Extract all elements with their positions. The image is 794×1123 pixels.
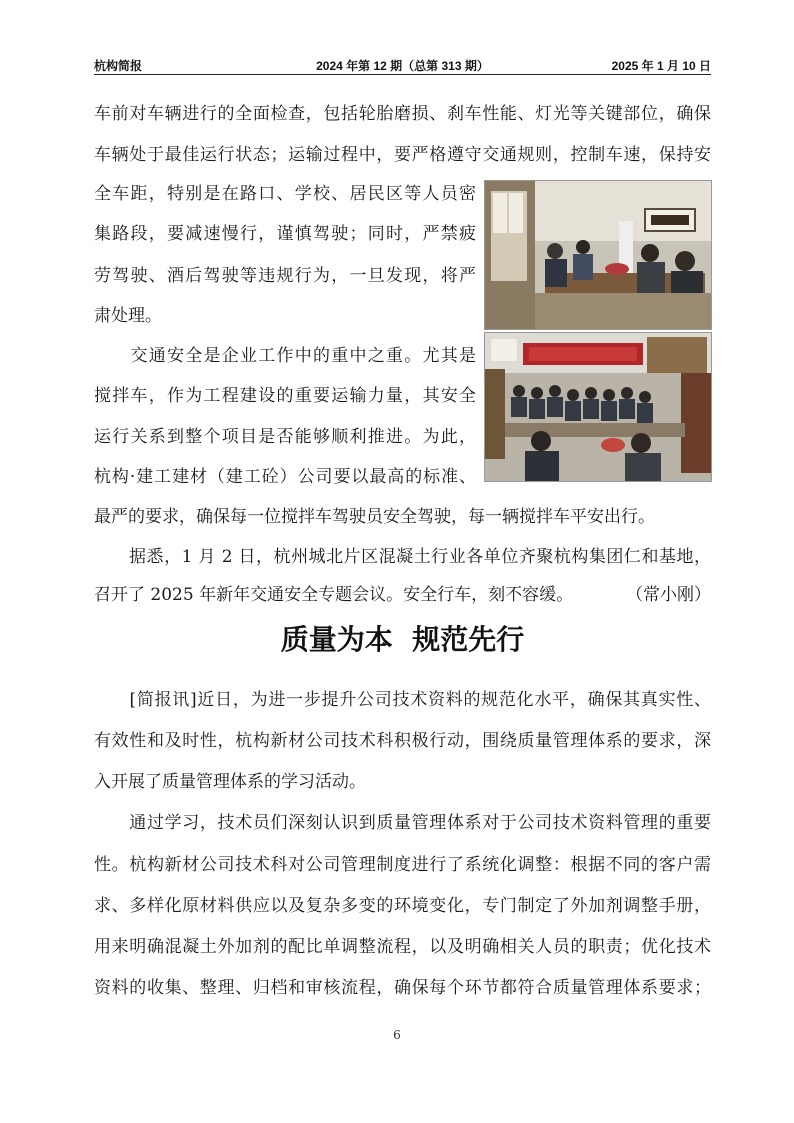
- article1-line: 劳驾驶、酒后驾驶等违规行为，一旦发现，将严: [94, 266, 476, 286]
- article2-line: 入开展了质量管理体系的学习活动。: [94, 772, 366, 792]
- article1-line: 集路段，要减速慢行，谨慎驾驶；同时，严禁疲: [94, 224, 476, 244]
- article1-line: 召开了 2025 年新年交通安全专题会议。安全行车，刻不容缓。: [94, 585, 574, 605]
- header-date: 2025 年 1 月 10 日: [611, 59, 711, 73]
- page-header: [94, 56, 711, 75]
- article1-line: 交通安全是企业工作中的重中之重。尤其是: [94, 346, 476, 366]
- meeting-room-photo-image: [485, 181, 711, 329]
- article1-line: 搅拌车，作为工程建设的重要运输力量，其安全: [94, 386, 476, 406]
- meeting-photo-2: [484, 332, 712, 482]
- meeting-photo-1: [484, 180, 712, 330]
- article1-line: 车辆处于最佳运行状态；运输过程中，要严格遵守交通规则，控制车速，保持安: [94, 145, 711, 165]
- article2-line: 有效性和及时性，杭构新材公司技术科积极行动，围绕质量管理体系的要求，深: [94, 731, 711, 751]
- article2-line: [简报讯]近日，为进一步提升公司技术资料的规范化水平，确保其真实性、: [94, 690, 711, 710]
- article2-line: 用来明确混凝土外加剂的配比单调整流程，以及明确相关人员的职责；优化技术: [94, 937, 711, 957]
- article1-line: 最严的要求，确保每一位搅拌车驾驶员安全驾驶，每一辆搅拌车平安出行。: [94, 507, 655, 527]
- article1-line: 杭构·建工建材（建工砼）公司要以最高的标准、: [94, 467, 476, 487]
- page-number: 6: [393, 1028, 401, 1042]
- article2-line: 求、多样化原材料供应以及复杂多变的环境变化，专门制定了外加剂调整手册，: [94, 896, 711, 916]
- article1-line: 据悉，1 月 2 日，杭州城北片区混凝土行业各单位齐聚杭构集团仁和基地，: [94, 547, 711, 567]
- article2-line: 资料的收集、整理、归档和审核流程，确保每个环节都符合质量管理体系要求；: [94, 978, 711, 998]
- article1-last-line: [94, 584, 711, 606]
- article1-line: 全车距，特别是在路口、学校、居民区等人员密: [94, 184, 476, 204]
- article2-line: 通过学习，技术员们深刻认识到质量管理体系对于公司技术资料管理的重要: [94, 813, 711, 833]
- article2-title: 质量为本 规范先行: [280, 623, 525, 656]
- header-issue-number: 2024 年第 12 期（总第 313 期）: [316, 59, 489, 73]
- article1-author-signature: （常小刚）: [626, 585, 711, 605]
- article1-line: 肃处理。: [94, 306, 162, 326]
- article2-line: 性。杭构新材公司技术科对公司管理制度进行了系统化调整：根据不同的客户需: [94, 855, 711, 875]
- article1-line: 运行关系到整个项目是否能够顺利推进。为此，: [94, 427, 476, 447]
- article1-line: 车前对车辆进行的全面检查，包括轮胎磨损、刹车性能、灯光等关键部位，确保: [94, 104, 711, 124]
- header-publication-name: 杭构简报: [94, 59, 143, 73]
- conference-hall-photo-image: [485, 333, 711, 481]
